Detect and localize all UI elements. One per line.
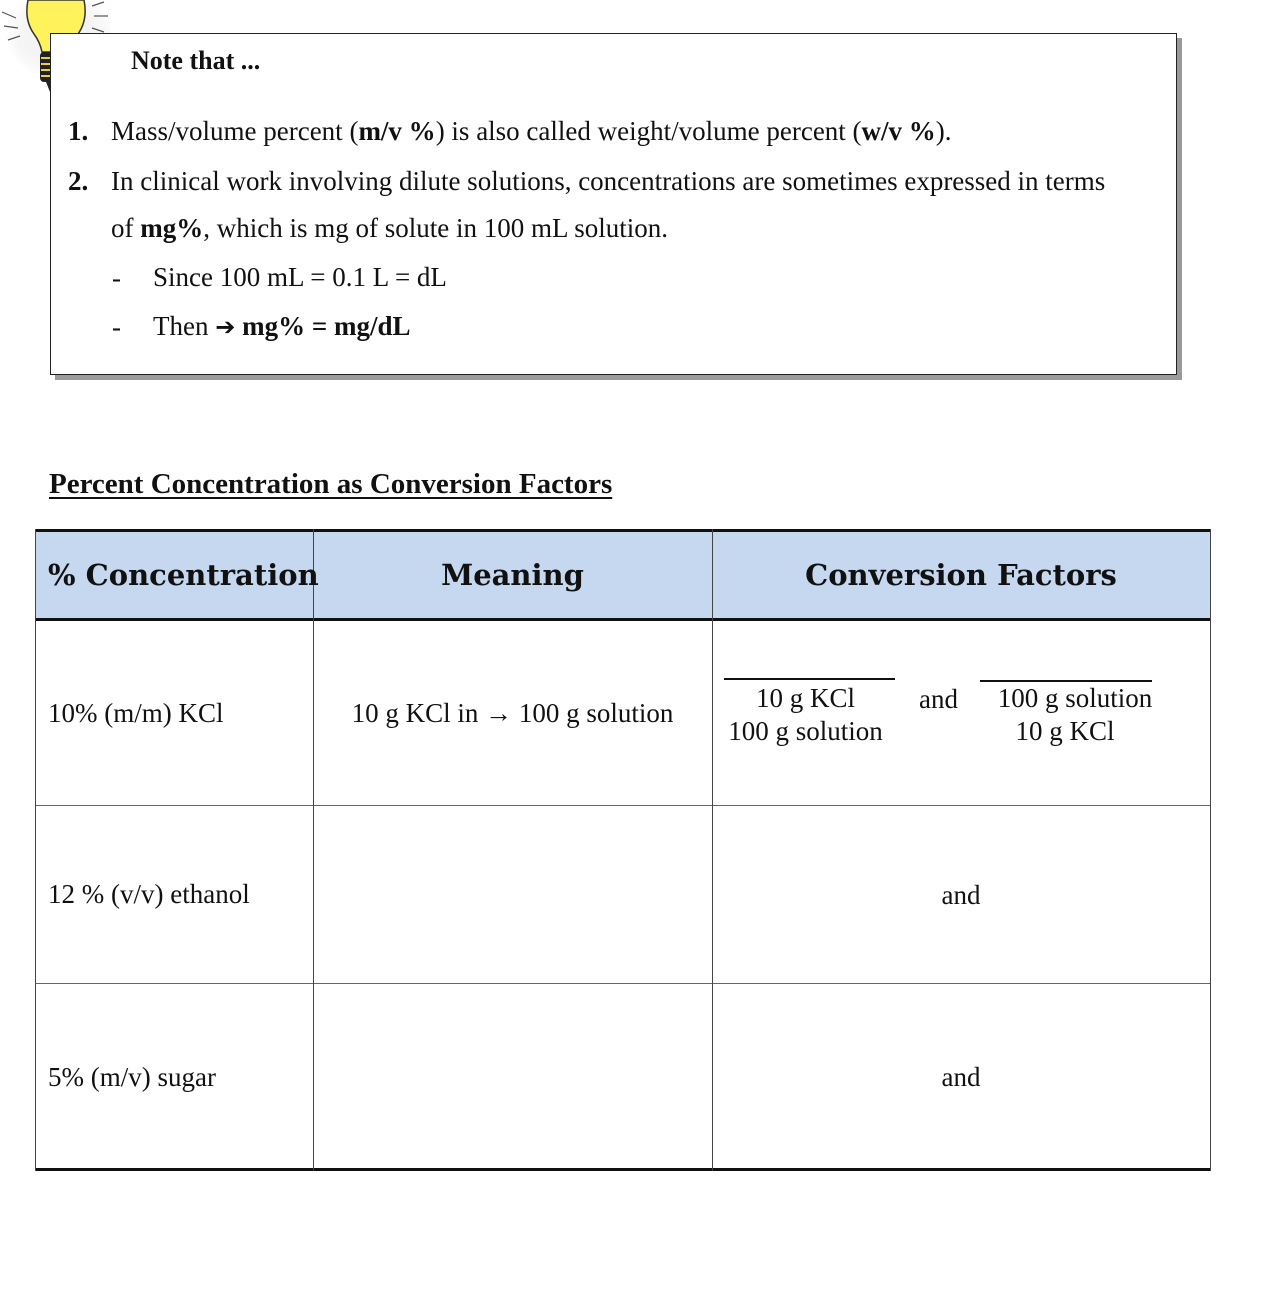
row-divider (35, 983, 1211, 984)
table-top-border (35, 529, 1211, 532)
col-divider (313, 529, 314, 1171)
sub-item-then: Then ➔ mg% = mg/dL (153, 311, 411, 341)
sub-bullet-dash: - (112, 312, 121, 342)
note-item-2-line1: In clinical work involving dilute solutions, concentrations are sometimes expressed in terms (111, 166, 1106, 196)
header-conversion-factors: Conversion Factors (805, 558, 1117, 592)
sub-bullet-dash: - (112, 263, 121, 293)
factor2-numerator: 100 g solution (997, 683, 1153, 713)
conversion-table (35, 529, 1211, 1171)
fraction-bar (980, 680, 1152, 682)
col-divider (35, 529, 36, 1171)
and-label: and (919, 684, 958, 714)
row1-meaning: 10 g KCl in → 100 g solution (351, 698, 674, 728)
row1-concentration: 10% (m/m) KCl (48, 698, 224, 728)
header-concentration: % Concentration (48, 558, 319, 592)
and-label: and (941, 1062, 981, 1092)
arrow-icon: ➔ (215, 313, 236, 341)
col-divider (1210, 529, 1211, 1171)
header-meaning: Meaning (441, 558, 584, 592)
row2-concentration: 12 % (v/v) ethanol (48, 879, 250, 909)
factor1-numerator: 10 g KCl (755, 683, 855, 713)
table-header-border (35, 618, 1211, 621)
factor1-denominator: 100 g solution (728, 716, 883, 746)
fraction-bar (724, 678, 895, 680)
note-item-1: Mass/volume percent (m/v %) is also called weight/volume percent (w/v %). (111, 116, 952, 146)
note-title: Note that ... (131, 46, 261, 75)
list-number-2: 2. (68, 166, 89, 196)
table-bottom-border (35, 1168, 1211, 1171)
and-label: and (941, 880, 981, 910)
section-title: Percent Concentration as Conversion Factors (49, 468, 613, 500)
sub-item-since: Since 100 mL = 0.1 L = dL (153, 262, 447, 292)
row3-concentration: 5% (m/v) sugar (48, 1062, 216, 1092)
note-item-2-line2: of mg%, which is mg of solute in 100 mL solution. (111, 213, 668, 243)
list-number-1: 1. (68, 116, 89, 146)
row-divider (35, 805, 1211, 806)
factor2-denominator: 10 g KCl (1015, 716, 1115, 746)
